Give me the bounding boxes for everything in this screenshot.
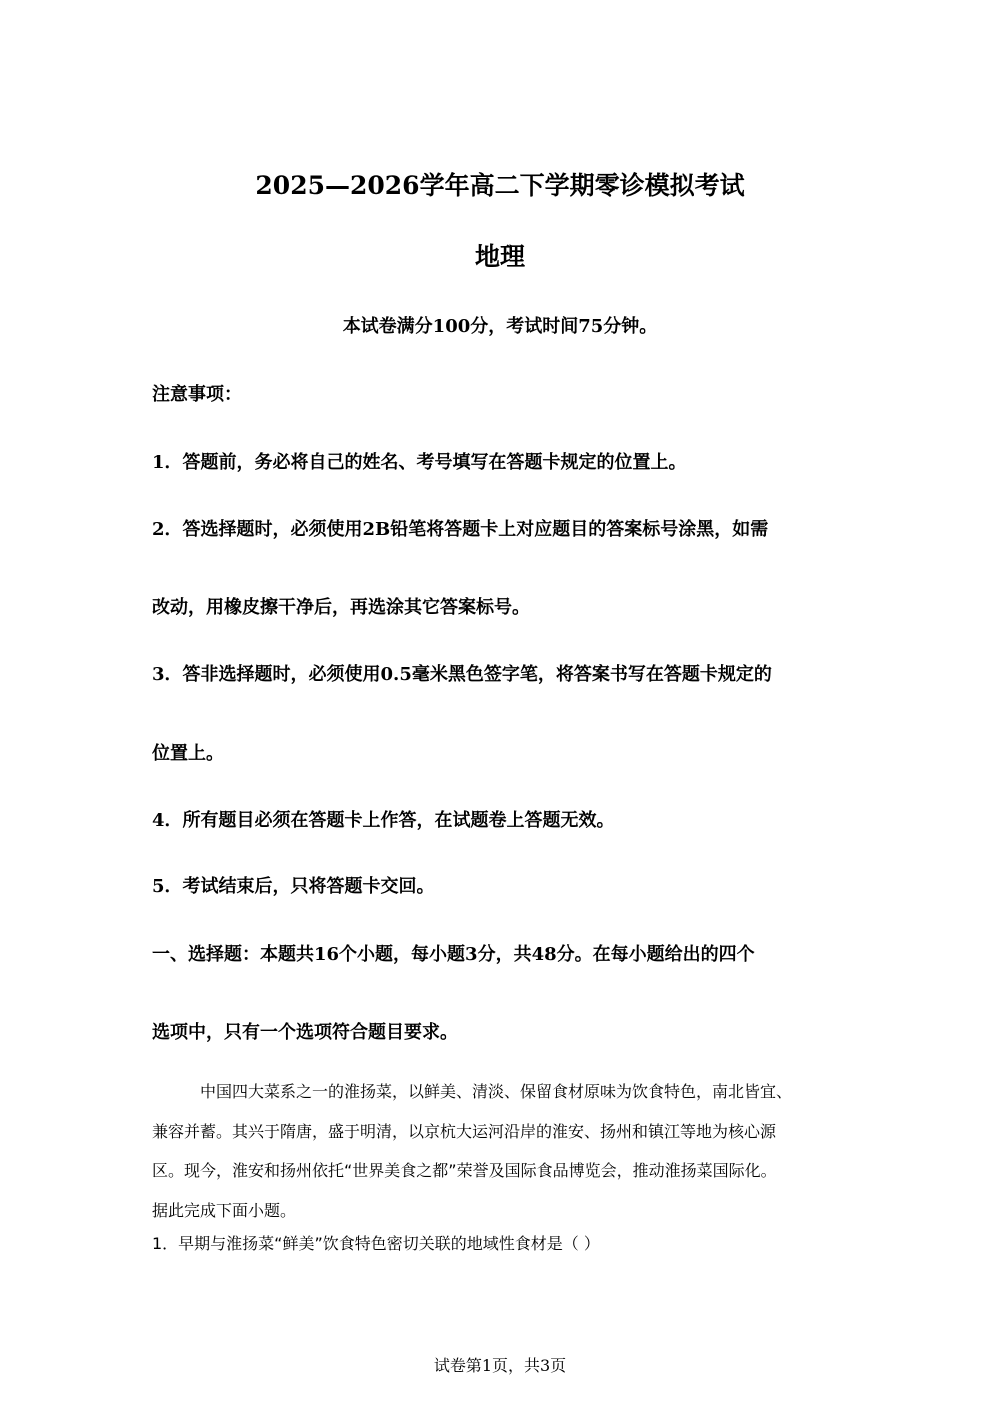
passage-line-4: 据此完成下面小题。 — [152, 1200, 297, 1220]
exam-title: 2025—2026学年高二下学期零诊模拟考试 — [255, 171, 745, 200]
notice-heading: 注意事项： — [152, 384, 242, 405]
passage-line-3: 区。现今，淮安和扬州依托“世界美食之都”荣誉及国际食品博览会，推动淮扬菜国际化。 — [152, 1161, 777, 1180]
passage-line-2: 兼容并蓄。其兴于隋唐，盛于明清，以京杭大运河沿岸的淮安、扬州和镇江等地为核心源 — [152, 1121, 777, 1141]
section-heading-line-1: 一、选择题：本题共16个小题，每小题3分，共48分。在每小题给出的四个 — [152, 944, 755, 965]
question-1: 1．早期与淮扬菜“鲜美”饮食特色密切关联的地域性食材是（ ） — [152, 1234, 600, 1253]
subject-title: 地理 — [474, 242, 525, 271]
section-heading-line-2: 选项中，只有一个选项符合题目要求。 — [152, 1022, 458, 1043]
passage-line-1: 中国四大菜系之一的淮扬菜，以鲜美、清淡、保留食材原味为饮食特色，南北皆宜、 — [200, 1082, 793, 1101]
reading-passage — [152, 1072, 852, 1230]
exam-info: 本试卷满分100分，考试时间75分钟。 — [342, 316, 658, 337]
notice-item-1: 1．答题前，务必将自己的姓名、考号填写在答题卡规定的位置上。 — [152, 452, 687, 473]
notice-item-3-line-2: 位置上。 — [152, 743, 224, 764]
page-footer: 试卷第1页，共3页 — [433, 1356, 567, 1375]
notice-item-3-line-1: 3．答非选择题时，必须使用0.5毫米黑色签字笔，将答案书写在答题卡规定的 — [152, 664, 772, 685]
notice-item-2-line-1: 2．答选择题时，必须使用2B铅笔将答题卡上对应题目的答案标号涂黑，如需 — [152, 519, 769, 540]
notice-item-5: 5．考试结束后，只将答题卡交回。 — [152, 876, 435, 897]
notice-item-2-line-2: 改动，用橡皮擦干净后，再选涂其它答案标号。 — [152, 597, 530, 618]
notice-item-4: 4．所有题目必须在答题卡上作答，在试题卷上答题无效。 — [152, 810, 615, 831]
